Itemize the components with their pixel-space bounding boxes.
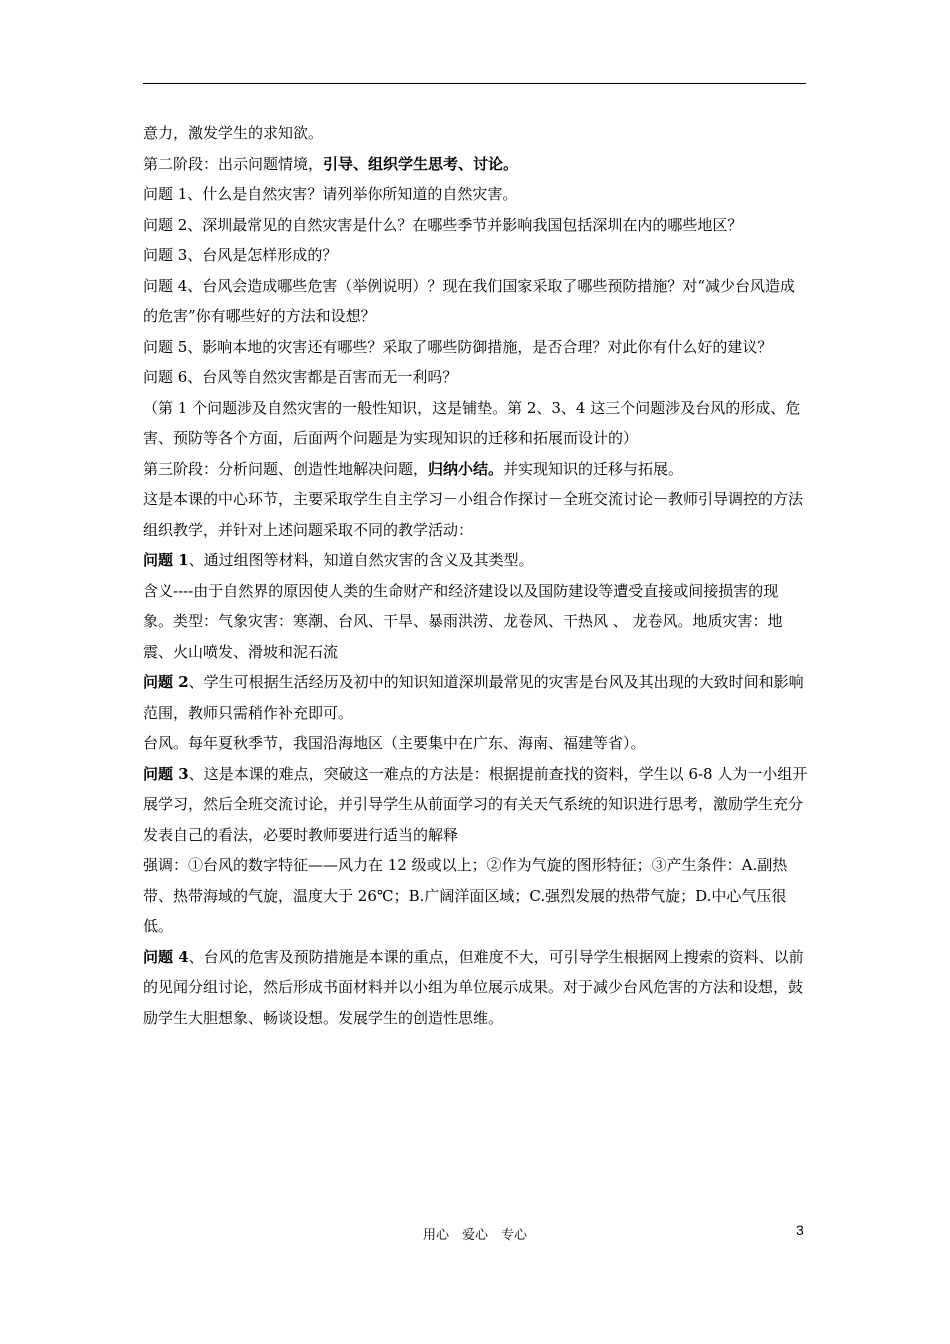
text: 并实现知识的迁移与拓展。 (503, 459, 684, 478)
answer-3 (143, 759, 808, 851)
paragraph: 含义----由于自然界的原因使人类的生命财产和经济建设以及国防建设等遭受直接或间接损害的现象。类型：气象灾害：寒潮、台风、干旱、暴雨洪涝、龙卷风、干热风 、 龙卷风。地质灾害：地震、火山喷发、滑坡和泥石流 (143, 581, 783, 661)
page-number: 3 (796, 1222, 804, 1238)
paragraph: 意力，激发学生的求知欲。 (143, 124, 324, 142)
footer-motto: 用心 爱心 专心 (422, 1228, 527, 1243)
answer-label: 问题 3 (143, 764, 189, 783)
note: （第 1 个问题涉及自然灾害的一般性知识，这是铺垫。第 2、3、4 这三个问题涉及台风的形成、危害、预防等各个方面，后面两个问题是为实现知识的迁移和拓展而设计的） (143, 398, 801, 447)
text: 第三阶段：分析问题、创造性地解决问题， (143, 459, 429, 478)
document-body (143, 118, 808, 1033)
paragraph-stage-three (143, 454, 808, 485)
answer-text: 、这是本课的难点，突破这一难点的方法是：根据提前查找的资料，学生以 6-8 人为一小组开展学习，然后全班交流讨论，并引导学生从前面学习的有关天气系统的知识进行思考，激励学生充分发表自己的看法，必要时教师要进行适当的解释 (143, 764, 808, 844)
paragraph-stage-two (143, 149, 808, 180)
answer-text: 、学生可根据生活经历及初中的知识知道深圳最常见的灾害是台风及其出现的大致时间和影响范围，教师只需稍作补充即可。 (143, 673, 804, 722)
header-rule (143, 83, 806, 84)
paragraph: 强调：①台风的数字特征——风力在 12 级或以上；②作为气旋的图形特征；③产生条件：A.副热带、热带海域的气旋，温度大于 26℃；B.广阔洋面区域；C.强烈发展的热带气旋；D.中心气压很低。 (143, 856, 788, 935)
bold-text: 归纳小结。 (428, 459, 504, 478)
answer-label: 问题 1 (143, 551, 189, 569)
answer-text: 、台风的危害及预防措施是本课的重点，但难度不大，可引导学生根据网上搜索的资料、以前的见闻分组讨论，然后形成书面材料并以小组为单位展示成果。对于减少台风危害的方法和设想，鼓励学生大胆想象、畅谈设想。发展学生的创造性思维。 (143, 947, 804, 1027)
answer-2 (143, 667, 808, 728)
answer-label: 问题 2 (143, 673, 189, 691)
question-1: 问题 1、什么是自然灾害？请列举你所知道的自然灾害。 (143, 185, 518, 203)
bold-text: 引导、组织学生思考、讨论。 (323, 154, 519, 173)
question-5: 问题 5、影响本地的灾害还有哪些？采取了哪些防御措施，是否合理？对此你有什么好的建议？ (143, 337, 773, 356)
answer-4 (143, 942, 808, 1034)
question-6: 问题 6、台风等自然灾害都是百害而无一利吗？ (143, 368, 458, 386)
answer-1 (143, 545, 808, 576)
question-3: 问题 3、台风是怎样形成的？ (143, 246, 338, 264)
paragraph: 这是本课的中心环节，主要采取学生自主学习－小组合作探讨－全班交流讨论－教师引导调控的方法组织教学，并针对上述问题采取不同的教学活动： (143, 490, 804, 539)
question-4: 问题 4、台风会造成哪些危害（举例说明）？现在我们国家采取了哪些预防措施？对“减少台风造成的危害”你有哪些好的方法和设想？ (143, 276, 795, 325)
answer-text: 、通过组图等材料，知道自然灾害的含义及其类型。 (188, 551, 534, 569)
text: 第二阶段：出示问题情境， (143, 154, 324, 173)
question-2: 问题 2、深圳最常见的自然灾害是什么？在哪些季节并影响我国包括深圳在内的哪些地区？ (143, 215, 743, 234)
answer-label: 问题 4 (143, 947, 189, 966)
paragraph: 台风。每年夏秋季节，我国沿海地区（主要集中在广东、海南、福建等省）。 (143, 734, 646, 752)
